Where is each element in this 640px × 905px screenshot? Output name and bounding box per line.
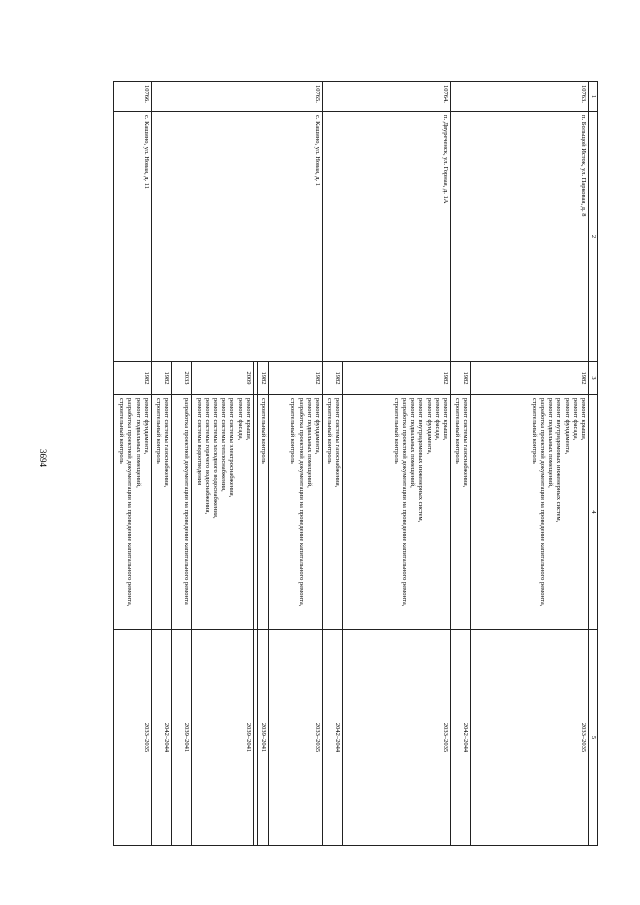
column-header-3: 3 (588, 362, 597, 395)
record-year: 1982 (322, 362, 342, 395)
table-container (83, 81, 598, 845)
record-year: 2033 (171, 362, 191, 395)
record-year: 2009 (191, 362, 253, 395)
table-row (470, 82, 588, 846)
record-address: с. Кашино, ул. Новая, д. 11 (113, 112, 151, 362)
table-row (113, 82, 151, 846)
table-row (268, 82, 322, 846)
record-works: ремонт крыши, ремонт фасада, ремонт фундамента, ремонт внутридомовых инженерных систем, ремонт подвальных помещений, разработка проектной документации на проведение капитального ремонта, строительный контроль (342, 395, 450, 630)
record-period: 2039–2041 (191, 630, 253, 846)
record-year: 1982 (151, 362, 171, 395)
record-works: разработка проектной документации на проведение капитального ремонта (171, 395, 191, 630)
record-works: ремонт фундамента, ремонт подвальных помещений, разработка проектной документации на проведение капитального ремонта, строительный контроль (113, 395, 151, 630)
record-period: 2033–2035 (470, 630, 588, 846)
record-year: 1982 (450, 362, 470, 395)
table-row (342, 82, 450, 846)
column-header-5: 5 (588, 630, 597, 846)
record-works: ремонт системы газоснабжения, строительный контроль (151, 395, 171, 630)
record-address: п. Больщой Исток, ул. Парковая, д. 8 (450, 112, 588, 362)
record-year: 1982 (268, 362, 322, 395)
record-year: 1982 (342, 362, 450, 395)
record-period: 2039–2041 (257, 630, 268, 846)
record-period: 2042–2044 (450, 630, 470, 846)
record-number: 10765. (151, 82, 322, 112)
record-period: 2039–2041 (171, 630, 191, 846)
page-number: 3694 (38, 449, 48, 467)
record-period: 2042–2044 (322, 630, 342, 846)
record-number: 10766. (113, 82, 151, 112)
record-year: 1982 (470, 362, 588, 395)
record-works: ремонт фундамента, ремонт подвальных помещений, разработка проектной документации на проведение капитального ремонта, строительный контроль (268, 395, 322, 630)
record-period: 2033–2035 (113, 630, 151, 846)
record-works: строительный контроль (257, 395, 268, 630)
column-header-2: 2 (588, 112, 597, 362)
record-number: 10764. (322, 82, 450, 112)
record-works: ремонт системы газоснабжения, строительный контроль (450, 395, 470, 630)
record-works: ремонт крыши, ремонт фасада, ремонт фундамента, ремонт внутридомовых инженерных систем, ремонт подвальных помещений, разработка проектной документации на проведение капитального ремонта, строительный контроль (470, 395, 588, 630)
column-header-1: 1 (588, 82, 597, 112)
header-row (588, 82, 597, 846)
record-address: с. Кашино, ул. Новая, д. 1 (151, 112, 322, 362)
repair-schedule-table (113, 81, 598, 846)
record-works: ремонт системы газоснабжения, строительный контроль (322, 395, 342, 630)
column-header-4: 4 (588, 395, 597, 630)
record-period: 2042–2044 (151, 630, 171, 846)
record-number: 10763. (450, 82, 588, 112)
record-works: ремонт крыши, ремонт фасада, ремонт системы электроснабжения, ремонт системы теплоснабжения, ремонт системы холодного водоснабжения, ремонт системы горячего водоснабжения, ремонт системы водоотведения (191, 395, 253, 630)
record-year: 1982 (113, 362, 151, 395)
record-year: 1982 (257, 362, 268, 395)
record-period: 2033–2035 (268, 630, 322, 846)
record-address: п. Двуреченск, ул. Горная, д. 1А (322, 112, 450, 362)
record-period: 2033–2035 (342, 630, 450, 846)
